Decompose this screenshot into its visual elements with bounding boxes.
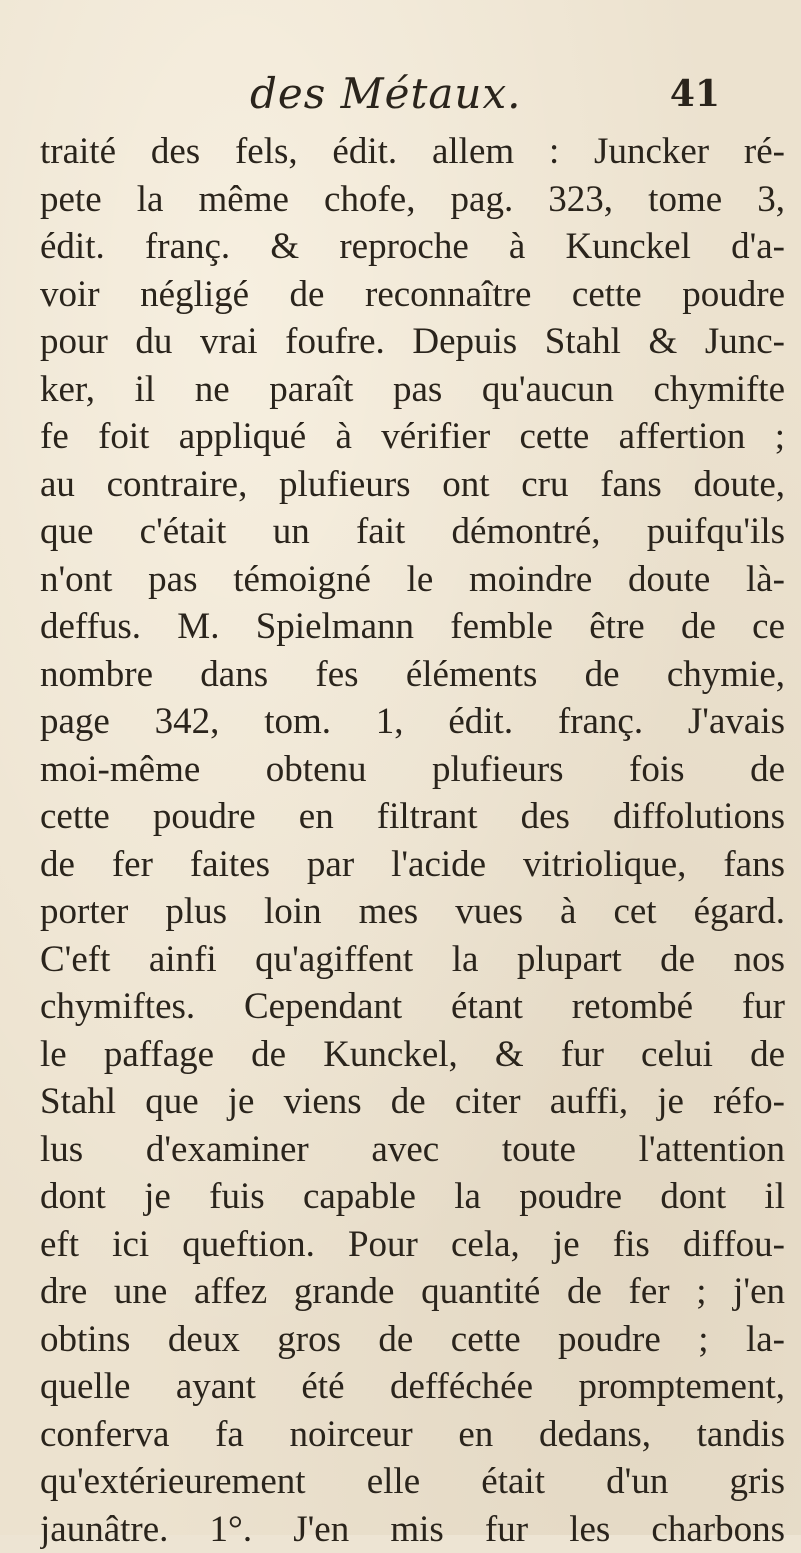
text-line: ker, il ne paraît pas qu'aucun chymifte bbox=[40, 366, 785, 414]
text-line: voir négligé de reconnaître cette poudre bbox=[40, 271, 785, 319]
text-line: au contraire, plufieurs ont cru fans doute, bbox=[40, 461, 785, 509]
text-line: qu'extérieurement elle était d'un gris bbox=[40, 1458, 785, 1506]
text-line: eft ici queftion. Pour cela, je fis diffou- bbox=[40, 1221, 785, 1269]
text-line: conferva fa noirceur en dedans, tandis bbox=[40, 1411, 785, 1459]
running-title: des Métaux. bbox=[250, 66, 522, 122]
text-line: Stahl que je viens de citer auffi, je réfo- bbox=[40, 1078, 785, 1126]
text-line: n'ont pas témoigné le moindre doute là- bbox=[40, 556, 785, 604]
text-line: moi-même obtenu plufieurs fois de bbox=[40, 746, 785, 794]
body-text bbox=[40, 128, 785, 1553]
text-line: deffus. M. Spielmann femble être de ce bbox=[40, 603, 785, 651]
text-line: obtins deux gros de cette poudre ; la- bbox=[40, 1316, 785, 1364]
text-line: lus d'examiner avec toute l'attention bbox=[40, 1126, 785, 1174]
text-line: pete la même chofe, pag. 323, tome 3, bbox=[40, 176, 785, 224]
text-line: nombre dans fes éléments de chymie, bbox=[40, 651, 785, 699]
page-number: 41 bbox=[670, 66, 720, 122]
text-line: traité des fels, édit. allem : Juncker ré- bbox=[40, 128, 785, 176]
text-line: cette poudre en filtrant des diffolutions bbox=[40, 793, 785, 841]
text-line: jaunâtre. 1°. J'en mis fur les charbons bbox=[40, 1506, 785, 1553]
text-line: de fer faites par l'acide vitriolique, fans bbox=[40, 841, 785, 889]
text-line: édit. franç. & reproche à Kunckel d'a- bbox=[40, 223, 785, 271]
text-line: le paffage de Kunckel, & fur celui de bbox=[40, 1031, 785, 1079]
page-header bbox=[250, 66, 720, 122]
text-line: que c'était un fait démontré, puifqu'ils bbox=[40, 508, 785, 556]
text-line: fe foit appliqué à vérifier cette affertion ; bbox=[40, 413, 785, 461]
text-line: pour du vrai foufre. Depuis Stahl & Junc- bbox=[40, 318, 785, 366]
text-line: dont je fuis capable la poudre dont il bbox=[40, 1173, 785, 1221]
text-line: chymiftes. Cependant étant retombé fur bbox=[40, 983, 785, 1031]
text-line: page 342, tom. 1, édit. franç. J'avais bbox=[40, 698, 785, 746]
text-line: quelle ayant été defféchée promptement, bbox=[40, 1363, 785, 1411]
text-line: C'eft ainfi qu'agiffent la plupart de nos bbox=[40, 936, 785, 984]
text-line: porter plus loin mes vues à cet égard. bbox=[40, 888, 785, 936]
text-line: dre une affez grande quantité de fer ; j'en bbox=[40, 1268, 785, 1316]
